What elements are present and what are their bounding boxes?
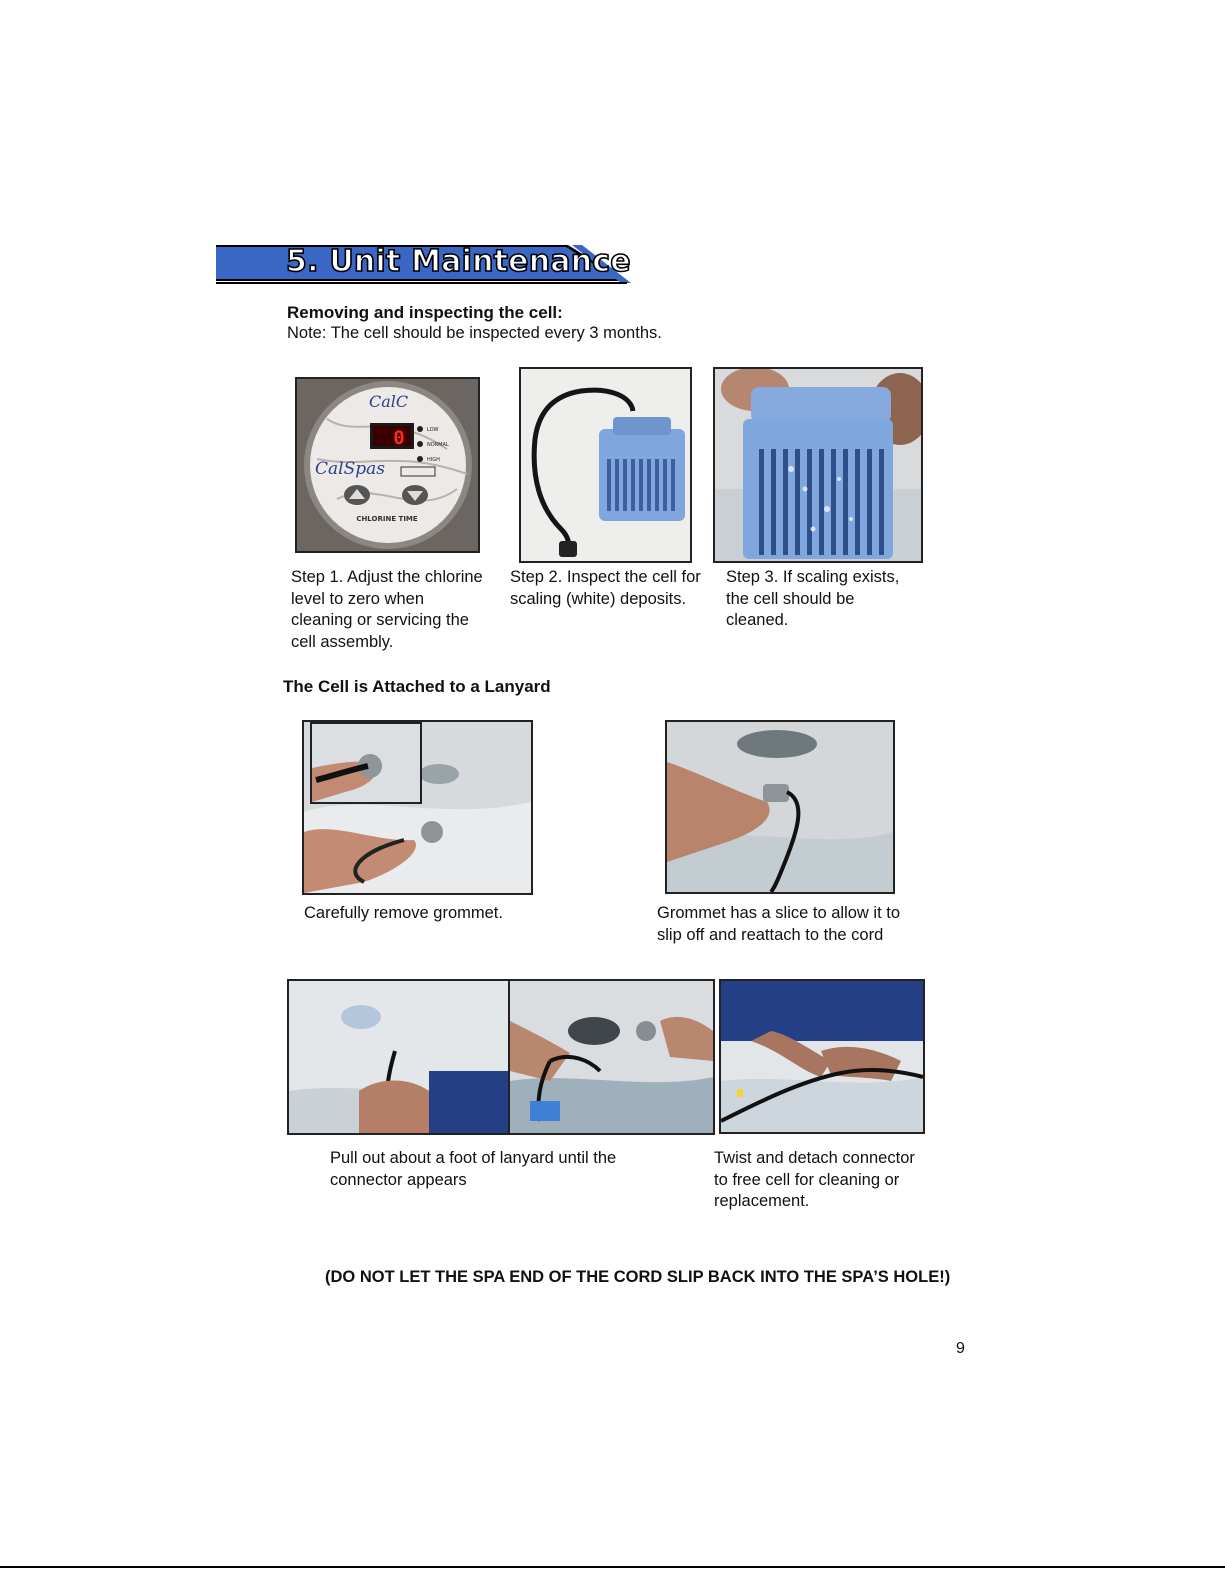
svg-text:CalSpas: CalSpas bbox=[315, 459, 385, 479]
section-banner bbox=[216, 243, 631, 285]
twist-connector-caption: Twist and detach connector to free cell for cleaning or replacement. bbox=[714, 1149, 915, 1210]
removing-heading: Removing and inspecting the cell: bbox=[287, 303, 563, 322]
page-number: 9 bbox=[956, 1340, 965, 1357]
grommet-remove-caption: Carefully remove grommet. bbox=[304, 904, 503, 922]
twist-connector-photo bbox=[719, 979, 925, 1134]
pull-lanyard-photo-1 bbox=[287, 979, 510, 1135]
chlorine-display: 0 bbox=[393, 427, 405, 449]
svg-text:CalC: CalC bbox=[369, 392, 409, 411]
grommet-inset bbox=[310, 722, 422, 804]
grommet-slice-caption: Grommet has a slice to allow it to slip off and reattach to the cord bbox=[657, 904, 901, 944]
svg-text:LOW: LOW bbox=[427, 427, 439, 433]
cell-inspection-photo bbox=[519, 367, 692, 563]
scaled-cell-photo bbox=[713, 367, 923, 563]
lanyard-heading: The Cell is Attached to a Lanyard bbox=[283, 677, 551, 696]
svg-text:HIGH: HIGH bbox=[427, 457, 440, 463]
svg-text:NORMAL: NORMAL bbox=[427, 442, 449, 448]
step-3-caption: Step 3. If scaling exists, the cell should be cleaned. bbox=[726, 568, 900, 629]
grommet-remove-photo bbox=[302, 720, 533, 895]
inspection-note: Note: The cell should be inspected every 3 months. bbox=[287, 324, 662, 342]
panel-label: CHLORINE TIME bbox=[356, 515, 418, 523]
cord-warning: (DO NOT LET THE SPA END OF THE CORD SLIP BACK INTO THE SPA’S HOLE!) bbox=[325, 1268, 951, 1286]
bottom-rule bbox=[0, 1566, 1225, 1568]
step-2-caption: Step 2. Inspect the cell for scaling (white) deposits. bbox=[510, 568, 701, 608]
step-1-caption: Step 1. Adjust the chlorine level to zero when cleaning or servicing the cell assembly. bbox=[291, 568, 483, 651]
section-title: 5. Unit Maintenance bbox=[286, 244, 631, 279]
pull-lanyard-caption: Pull out about a foot of lanyard until the connector appears bbox=[330, 1149, 617, 1189]
pull-lanyard-photo-2 bbox=[508, 979, 715, 1135]
control-panel-photo bbox=[295, 377, 480, 553]
grommet-slice-photo bbox=[665, 720, 895, 894]
